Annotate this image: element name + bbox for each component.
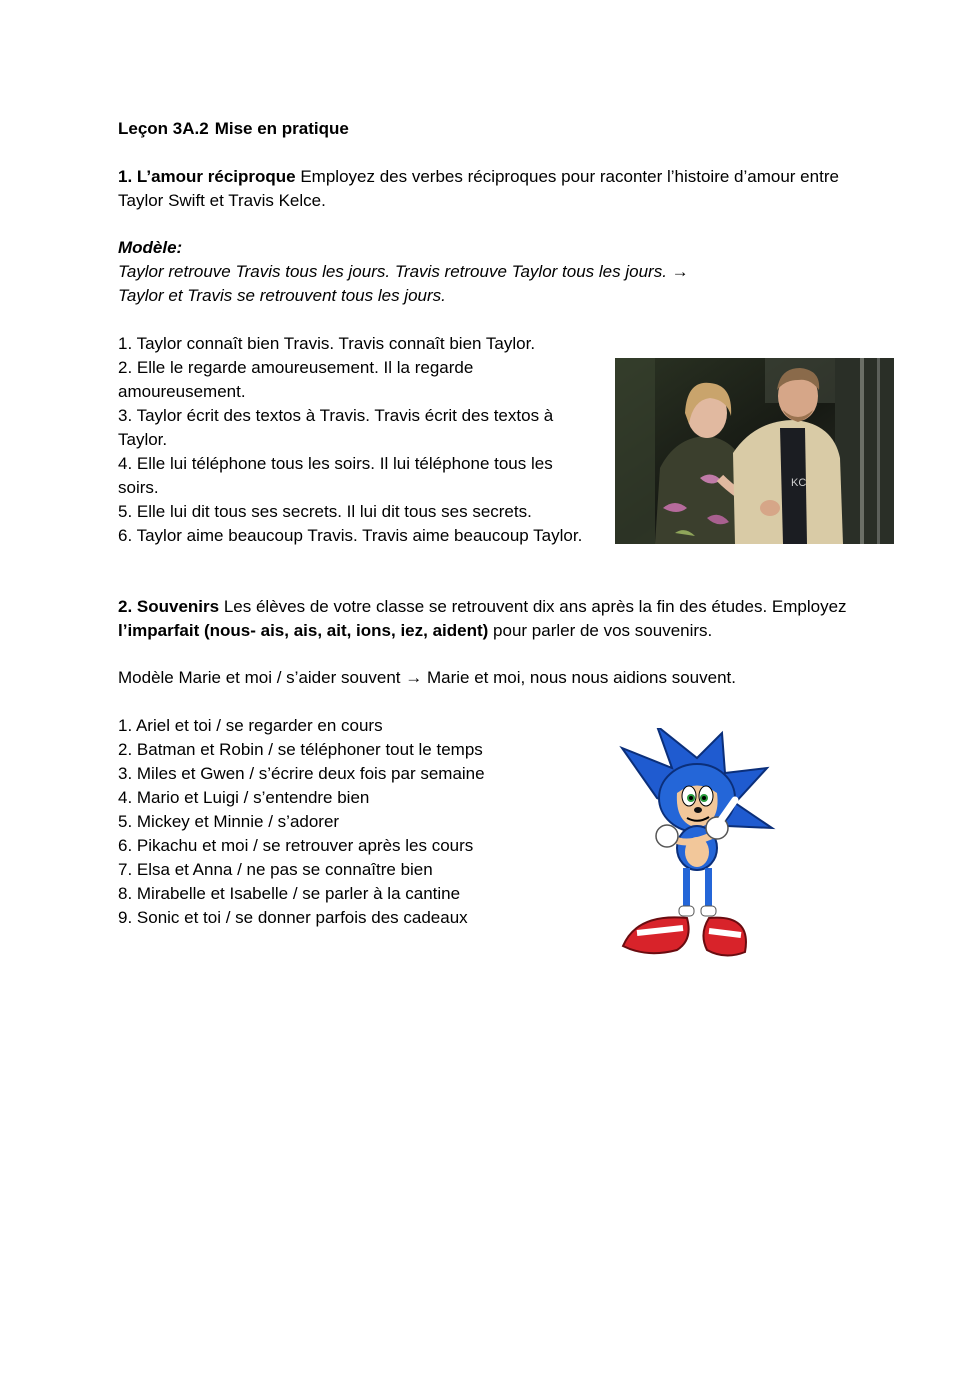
sonic-illustration bbox=[617, 728, 777, 960]
lesson-subtitle: Mise en pratique bbox=[214, 119, 349, 138]
lesson-number: Leçon 3A.2 bbox=[118, 119, 209, 138]
exercise-2-list bbox=[118, 714, 598, 930]
modele-label: Modèle: bbox=[118, 238, 183, 257]
list-item: 2. Batman et Robin / se téléphoner tout le temps bbox=[118, 740, 483, 759]
exercise-2-modele: Modèle Marie et moi / s’aider souvent → Marie et moi, nous nous aidions souvent. bbox=[118, 668, 736, 687]
exercise-1-instruction: Employez des verbes réciproques pour raconter l’histoire d’amour entre Taylor Swift et Travis Kelce. bbox=[118, 167, 839, 210]
modele-line: Taylor et Travis se retrouvent tous les jours. bbox=[118, 286, 446, 305]
list-item: 5. Elle lui dit tous ses secrets. Il lui dit tous ses secrets. bbox=[118, 502, 532, 521]
list-item: 1. Ariel et toi / se regarder en cours bbox=[118, 716, 383, 735]
exercise-2-intro bbox=[118, 595, 858, 643]
list-item: 8. Mirabelle et Isabelle / se parler à la cantine bbox=[118, 884, 461, 903]
lesson-title bbox=[118, 117, 349, 141]
jacket-text: KC bbox=[791, 477, 807, 489]
exercise-2-instruction: Les élèves de votre classe se retrouvent dix ans après la fin des études. Employez bbox=[219, 597, 847, 616]
list-item: 2. Elle le regarde amoureusement. Il la regarde amoureusement. bbox=[118, 358, 474, 401]
list-item: 6. Pikachu et moi / se retrouver après les cours bbox=[118, 836, 474, 855]
list-item: 7. Elsa et Anna / ne pas se connaître bien bbox=[118, 860, 433, 879]
modele-line: Taylor retrouve Travis tous les jours. Travis retrouve Taylor tous les jours. → bbox=[118, 262, 689, 281]
list-item: 3. Miles et Gwen / s’écrire deux fois par semaine bbox=[118, 764, 485, 783]
modele-example bbox=[118, 260, 758, 308]
list-item: 5. Mickey et Minnie / s’adorer bbox=[118, 812, 340, 831]
list-item: 4. Mario et Luigi / s’entendre bien bbox=[118, 788, 370, 807]
exercise-1-heading: 1. L’amour réciproque bbox=[118, 167, 296, 186]
exercise-1-list bbox=[118, 332, 598, 548]
couple-photo bbox=[615, 358, 894, 544]
list-item: 9. Sonic et toi / se donner parfois des cadeaux bbox=[118, 908, 468, 927]
exercise-1-intro bbox=[118, 165, 858, 213]
list-item: 3. Taylor écrit des textos à Travis. Travis écrit des textos à Taylor. bbox=[118, 406, 554, 449]
list-item: 4. Elle lui téléphone tous les soirs. Il lui téléphone tous les soirs. bbox=[118, 454, 553, 497]
imparfait-endings: l’imparfait (nous- ais, ais, ait, ions, iez, aident) bbox=[118, 621, 489, 640]
exercise-2-heading: 2. Souvenirs bbox=[118, 597, 220, 616]
exercise-2-instruction-end: pour parler de vos souvenirs. bbox=[488, 621, 713, 640]
list-item: 6. Taylor aime beaucoup Travis. Travis aime beaucoup Taylor. bbox=[118, 526, 583, 545]
list-item: 1. Taylor connaît bien Travis. Travis connaît bien Taylor. bbox=[118, 334, 536, 353]
